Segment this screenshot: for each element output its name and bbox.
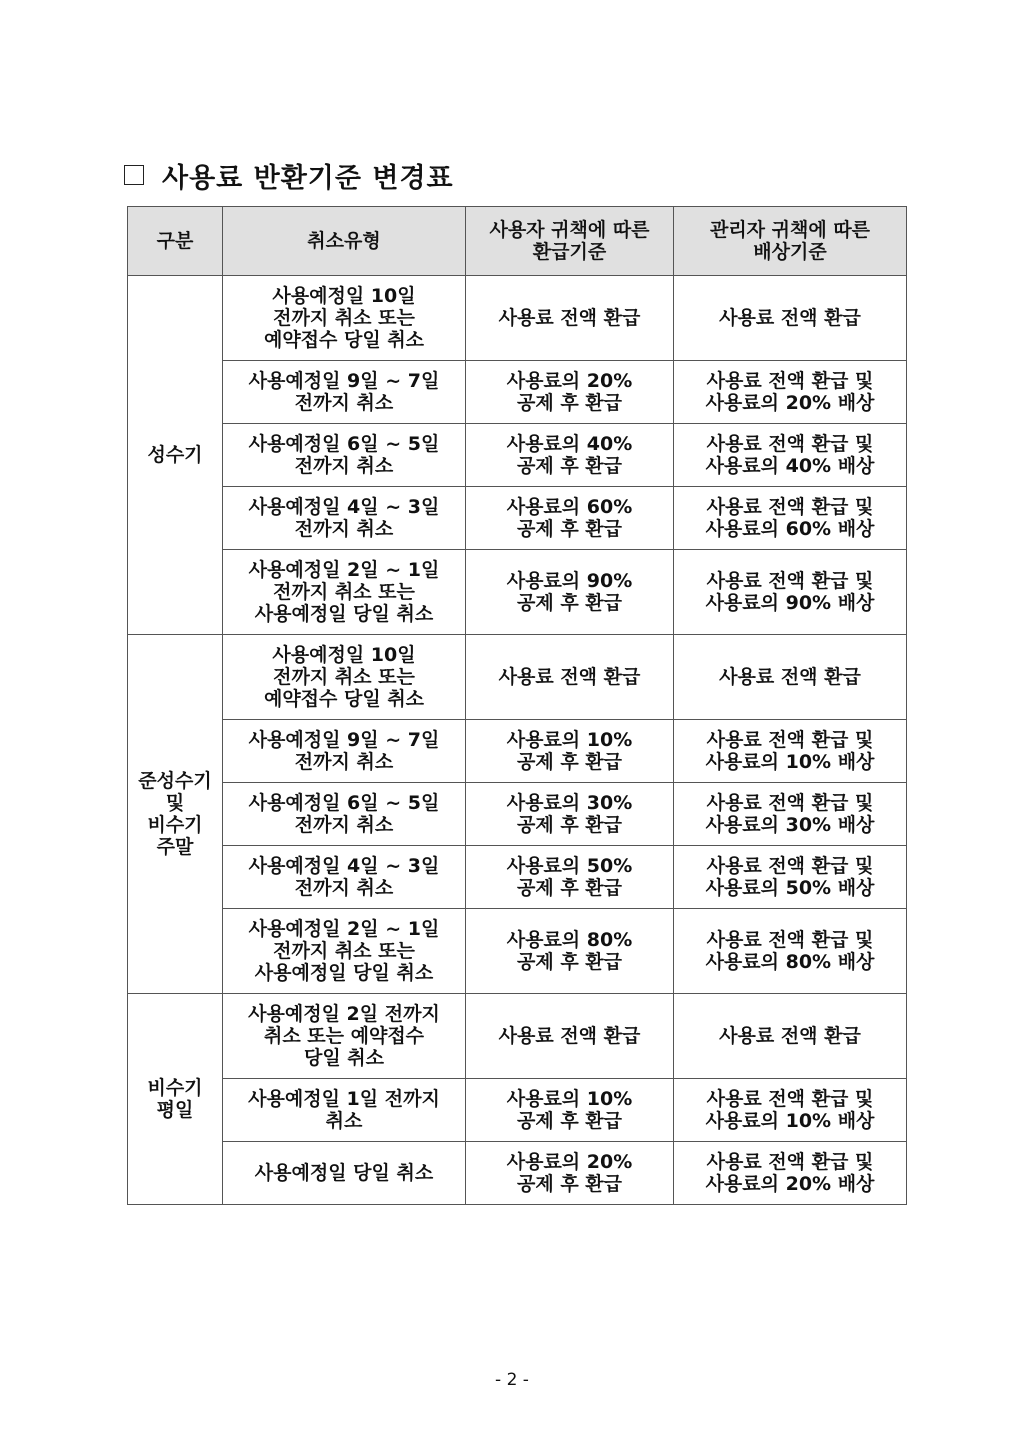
admin-compensation-cell: 사용료 전액 환급: [674, 635, 907, 720]
season-category-cell: 비수기 평일: [128, 994, 223, 1205]
admin-compensation-cell: 사용료 전액 환급 및 사용료의 60% 배상: [674, 487, 907, 550]
table-row: [128, 1142, 907, 1205]
season-category-cell: 성수기: [128, 276, 223, 635]
cancel-type-cell: 사용예정일 1일 전까지 취소: [223, 1079, 466, 1142]
user-refund-cell: 사용료의 60% 공제 후 환급: [466, 487, 674, 550]
admin-compensation-cell: 사용료 전액 환급 및 사용료의 20% 배상: [674, 1142, 907, 1205]
admin-compensation-cell: 사용료 전액 환급 및 사용료의 30% 배상: [674, 783, 907, 846]
admin-compensation-cell: 사용료 전액 환급: [674, 276, 907, 361]
header-admin-compensation: 관리자 귀책에 따른 배상기준: [674, 207, 907, 276]
table-row: [128, 550, 907, 635]
table-row: [128, 783, 907, 846]
table-row: [128, 846, 907, 909]
cancel-type-cell: 사용예정일 9일 ~ 7일 전까지 취소: [223, 720, 466, 783]
table-row: [128, 1079, 907, 1142]
table-row: [128, 487, 907, 550]
admin-compensation-cell: 사용료 전액 환급 및 사용료의 20% 배상: [674, 361, 907, 424]
user-refund-cell: 사용료 전액 환급: [466, 276, 674, 361]
header-cancel-type: 취소유형: [223, 207, 466, 276]
cancel-type-cell: 사용예정일 당일 취소: [223, 1142, 466, 1205]
cancel-type-cell: 사용예정일 6일 ~ 5일 전까지 취소: [223, 783, 466, 846]
cancel-type-cell: 사용예정일 2일 전까지 취소 또는 예약접수 당일 취소: [223, 994, 466, 1079]
cancel-type-cell: 사용예정일 9일 ~ 7일 전까지 취소: [223, 361, 466, 424]
user-refund-cell: 사용료의 10% 공제 후 환급: [466, 1079, 674, 1142]
user-refund-cell: 사용료의 40% 공제 후 환급: [466, 424, 674, 487]
user-refund-cell: 사용료의 20% 공제 후 환급: [466, 361, 674, 424]
refund-criteria-table: [127, 206, 907, 1205]
cancel-type-cell: 사용예정일 10일 전까지 취소 또는 예약접수 당일 취소: [223, 635, 466, 720]
user-refund-cell: 사용료의 90% 공제 후 환급: [466, 550, 674, 635]
admin-compensation-cell: 사용료 전액 환급 및 사용료의 10% 배상: [674, 1079, 907, 1142]
user-refund-cell: 사용료의 80% 공제 후 환급: [466, 909, 674, 994]
table-body: [128, 276, 907, 1205]
cancel-type-cell: 사용예정일 4일 ~ 3일 전까지 취소: [223, 487, 466, 550]
user-refund-cell: 사용료의 10% 공제 후 환급: [466, 720, 674, 783]
user-refund-cell: 사용료의 50% 공제 후 환급: [466, 846, 674, 909]
table-row: [128, 635, 907, 720]
document-title-text: 사용료 반환기준 변경표: [162, 162, 454, 194]
header-category: 구분: [128, 207, 223, 276]
table-row: [128, 994, 907, 1079]
admin-compensation-cell: 사용료 전액 환급 및 사용료의 40% 배상: [674, 424, 907, 487]
season-category-cell: 준성수기 및 비수기 주말: [128, 635, 223, 994]
user-refund-cell: 사용료 전액 환급: [466, 635, 674, 720]
cancel-type-cell: 사용예정일 2일 ~ 1일 전까지 취소 또는 사용예정일 당일 취소: [223, 909, 466, 994]
cancel-type-cell: 사용예정일 4일 ~ 3일 전까지 취소: [223, 846, 466, 909]
user-refund-cell: 사용료의 30% 공제 후 환급: [466, 783, 674, 846]
user-refund-cell: 사용료 전액 환급: [466, 994, 674, 1079]
table-row: [128, 909, 907, 994]
user-refund-cell: 사용료의 20% 공제 후 환급: [466, 1142, 674, 1205]
admin-compensation-cell: 사용료 전액 환급 및 사용료의 10% 배상: [674, 720, 907, 783]
admin-compensation-cell: 사용료 전액 환급 및 사용료의 90% 배상: [674, 550, 907, 635]
checkbox-square-icon: [124, 165, 144, 185]
table-row: [128, 361, 907, 424]
admin-compensation-cell: 사용료 전액 환급: [674, 994, 907, 1079]
cancel-type-cell: 사용예정일 10일 전까지 취소 또는 예약접수 당일 취소: [223, 276, 466, 361]
admin-compensation-cell: 사용료 전액 환급 및 사용료의 50% 배상: [674, 846, 907, 909]
table-header-row: [128, 207, 907, 276]
table-row: [128, 720, 907, 783]
cancel-type-cell: 사용예정일 2일 ~ 1일 전까지 취소 또는 사용예정일 당일 취소: [223, 550, 466, 635]
cancel-type-cell: 사용예정일 6일 ~ 5일 전까지 취소: [223, 424, 466, 487]
table-row: [128, 424, 907, 487]
header-user-refund: 사용자 귀책에 따른 환급기준: [466, 207, 674, 276]
document-title: [124, 155, 454, 195]
table-row: [128, 276, 907, 361]
page-number: - 2 -: [495, 1370, 529, 1390]
admin-compensation-cell: 사용료 전액 환급 및 사용료의 80% 배상: [674, 909, 907, 994]
